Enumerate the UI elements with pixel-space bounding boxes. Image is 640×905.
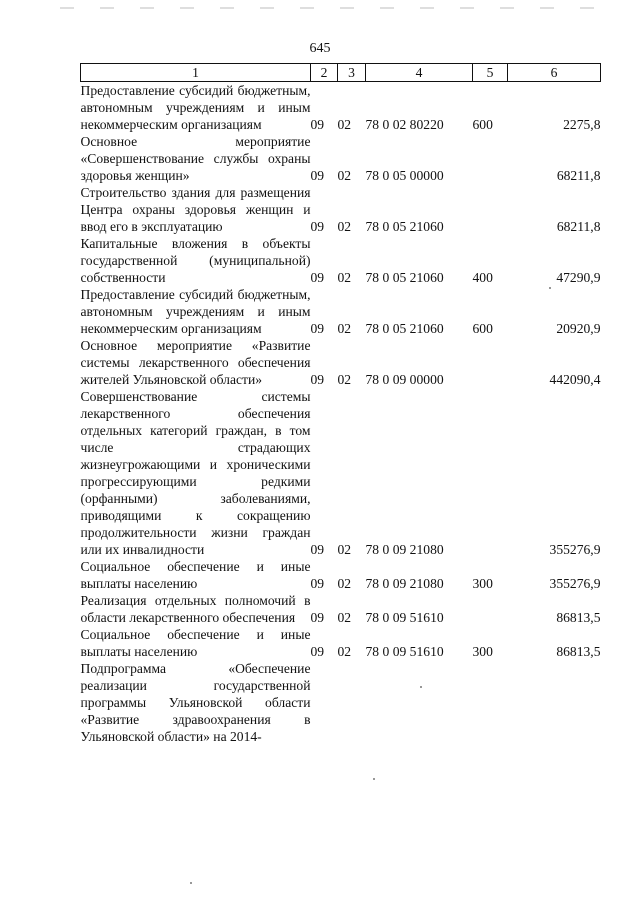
header-col-2: 2 (311, 64, 338, 82)
table-row (81, 558, 601, 592)
table-row (81, 235, 601, 286)
row-target-code: 78 0 05 00000 (365, 168, 444, 183)
row-amount: 86813,5 (556, 644, 601, 659)
row-expense-type (473, 592, 508, 626)
row-amount: 355276,9 (549, 576, 601, 591)
table-row (81, 660, 601, 745)
row-amount (508, 660, 601, 745)
row-section (311, 660, 338, 745)
row-name: Основное мероприятие «Развитие системы лекарственного обеспечения жителей Ульяновской области» (80, 338, 311, 387)
row-target-code: 78 0 09 51610 (365, 644, 444, 659)
row-amount: 442090,4 (549, 372, 601, 387)
row-subsection: 02 (337, 644, 352, 659)
table-row (81, 337, 601, 388)
row-subsection: 02 (337, 321, 352, 336)
scan-speck (549, 287, 551, 289)
table-row (81, 286, 601, 337)
row-name: Предоставление субсидий бюджетным, автономным учреждениям и иным некоммерческим организациям (80, 287, 311, 336)
row-section: 09 (310, 542, 325, 557)
budget-table (80, 63, 601, 745)
row-target-code: 78 0 05 21060 (365, 270, 444, 285)
row-expense-type (473, 184, 508, 235)
row-target-code: 78 0 09 00000 (365, 372, 444, 387)
row-section: 09 (310, 321, 325, 336)
scan-edge-noise (60, 7, 600, 9)
table-row (81, 184, 601, 235)
row-amount: 68211,8 (556, 219, 601, 234)
row-subsection: 02 (337, 610, 352, 625)
row-name: Капитальные вложения в объекты государственной (муниципальной) собственности (80, 236, 311, 285)
scan-speck (420, 686, 422, 688)
row-expense-type (473, 660, 508, 745)
row-name: Социальное обеспечение и иные выплаты населению (80, 627, 311, 659)
header-col-1: 1 (81, 64, 311, 82)
table-header-row (81, 64, 601, 82)
row-section: 09 (310, 644, 325, 659)
table-row (81, 592, 601, 626)
row-section: 09 (310, 168, 325, 183)
row-section: 09 (310, 270, 325, 285)
table-row (81, 82, 601, 134)
row-expense-type (473, 388, 508, 558)
row-target-code: 78 0 09 21080 (365, 542, 444, 557)
row-target-code: 78 0 05 21060 (365, 219, 444, 234)
row-section: 09 (310, 219, 325, 234)
row-amount: 68211,8 (556, 168, 601, 183)
table-row (81, 626, 601, 660)
row-subsection (338, 660, 366, 745)
row-subsection: 02 (337, 219, 352, 234)
row-expense-type: 600 (472, 321, 493, 336)
row-target-code: 78 0 02 80220 (365, 117, 444, 132)
header-col-5: 5 (473, 64, 508, 82)
row-target-code (366, 660, 473, 745)
header-col-3: 3 (338, 64, 366, 82)
page-number: 645 (309, 41, 331, 56)
header-col-4: 4 (366, 64, 473, 82)
row-expense-type (473, 133, 508, 184)
row-name: Основное мероприятие «Совершенствование службы охраны здоровья женщин» (80, 134, 311, 183)
table-row (81, 133, 601, 184)
row-expense-type: 300 (472, 576, 493, 591)
row-amount: 20920,9 (556, 321, 601, 336)
row-subsection: 02 (337, 542, 352, 557)
row-expense-type: 300 (472, 644, 493, 659)
row-subsection: 02 (337, 372, 352, 387)
row-expense-type: 600 (472, 117, 493, 132)
row-amount: 47290,9 (556, 270, 601, 285)
row-subsection: 02 (337, 117, 352, 132)
row-name: Предоставление субсидий бюджетным, автономным учреждениям и иным некоммерческим организациям (80, 83, 311, 132)
row-name: Реализация отдельных полномочий в области лекарственного обеспечения (80, 593, 311, 625)
row-target-code: 78 0 09 21080 (365, 576, 444, 591)
row-section: 09 (310, 117, 325, 132)
row-amount: 2275,8 (563, 117, 601, 132)
row-amount: 86813,5 (556, 610, 601, 625)
row-section: 09 (310, 610, 325, 625)
table-row (81, 388, 601, 558)
row-expense-type: 400 (472, 270, 493, 285)
row-name: Строительство здания для размещения Центра охраны здоровья женщин и ввод его в эксплуатацию (80, 185, 311, 234)
row-subsection: 02 (337, 270, 352, 285)
row-section: 09 (310, 372, 325, 387)
row-section: 09 (310, 576, 325, 591)
row-name: Совершенствование системы лекарственного обеспечения отдельных категорий граждан, в том числе страдающих жизнеугрожающими и хроническими прогрессирующими редкими (орфанными) заболеваниями, приводящими к сокращению продолжительности жизни граждан или их инвалидности (80, 389, 311, 557)
row-subsection: 02 (337, 576, 352, 591)
row-name: Подпрограмма «Обеспечение реализации государственной программы Ульяновской области «Развитие здравоохранения в Ульяновской области» на 2014- (80, 661, 311, 744)
row-name: Социальное обеспечение и иные выплаты населению (80, 559, 311, 591)
row-target-code: 78 0 05 21060 (365, 321, 444, 336)
row-expense-type (473, 337, 508, 388)
row-target-code: 78 0 09 51610 (365, 610, 444, 625)
row-subsection: 02 (337, 168, 352, 183)
header-col-6: 6 (508, 64, 601, 82)
scan-speck (190, 882, 192, 884)
scan-speck (373, 778, 375, 780)
row-amount: 355276,9 (549, 542, 601, 557)
